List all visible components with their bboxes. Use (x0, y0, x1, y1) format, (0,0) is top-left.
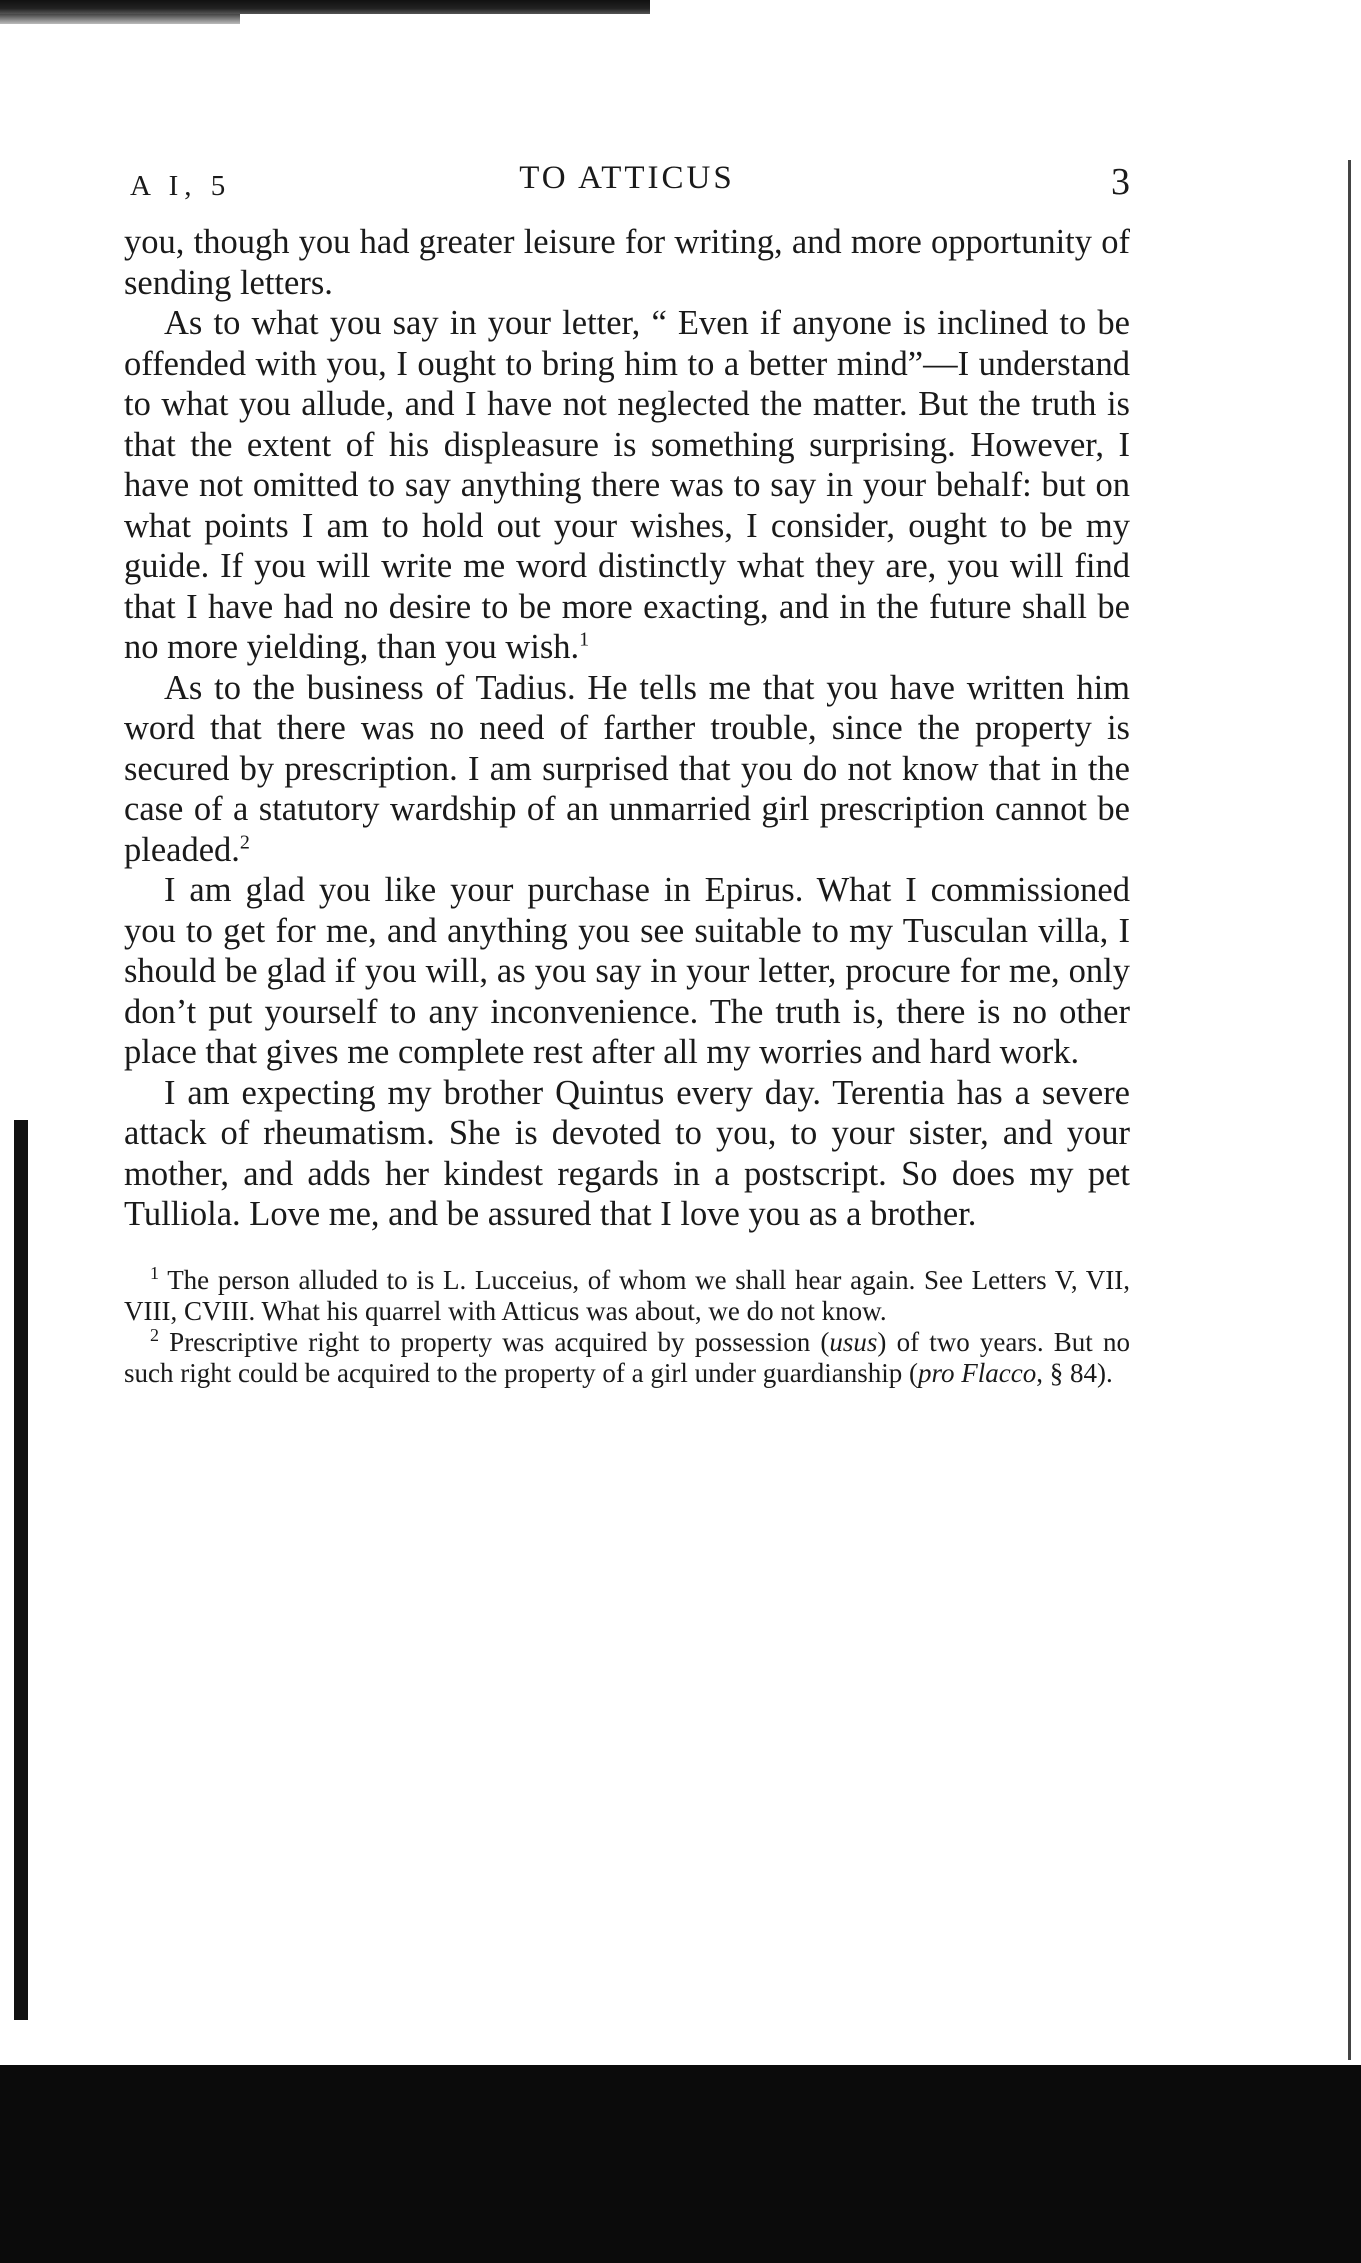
running-head (124, 150, 1130, 210)
paragraph: As to what you say in your letter, “ Even if anyone is inclined to be offended with you, I ought to bring him to a better mind”—I understand to what you allude, and I have not neglected the matter. But the truth is that the extent of his displeasure is something surprising. However, I have not omitted to say anything there was to say in your behalf: but on what points I am to hold out your wishes, I consider, ought to be my guide. If you will write me word distinctly what they are, you will find that I have had no desire to be more exacting, and in the future shall be no more yielding, than you wish.$^1$ (124, 304, 1130, 666)
footnote-mark: 1 (150, 1262, 159, 1283)
scan-edge-right (1348, 160, 1351, 2060)
body-text (124, 222, 1130, 1235)
page-number: 3 (1111, 161, 1130, 203)
scan-edge-top-shadow (0, 14, 240, 24)
paragraph: I am expecting my brother Quintus every day. Terentia has a severe attack of rheumatism. She is devoted to you, to your sister, and your mother, and adds her kindest regards in a postscript. So does my pet Tulliola. Love me, and be assured that I love you as a brother. (124, 1073, 1130, 1233)
paragraph: As to the business of Tadius. He tells me that you have written him word that there was no need of farther trouble, since the property is secured by prescription. I am surprised that you do not know that in the case of a statutory wardship of an unmarried girl prescription cannot be pleaded.$^2$ (124, 668, 1130, 869)
scan-edge-left (14, 1120, 28, 2020)
scan-edge-bottom (0, 2065, 1361, 2263)
paragraph: you, though you had greater leisure for writing, and more opportunity of sending letters. (124, 223, 1130, 302)
letter-reference: A I, 5 (130, 170, 232, 202)
footnote-reference[interactable]: 2 (239, 831, 250, 853)
running-title: TO ATTICUS (519, 160, 735, 196)
footnote: $^1$ The person alluded to is L. Lucceius, of whom we shall hear again. See Letters V, VII, VIII, CVIII. What his quarrel with Atticus was about, we do not know. (124, 1262, 1130, 1326)
footnotes (124, 1262, 1130, 1389)
paragraph: I am glad you like your purchase in Epirus. What I commissioned you to get for me, and anything you see suitable to my Tusculan villa, I should be glad if you will, as you say in your letter, procure for me, only don’t put yourself to any inconvenience. The truth is, there is no other place that gives me complete rest after all my worries and hard work. (124, 871, 1130, 1071)
book-page (124, 150, 1130, 1389)
footnote-mark: 2 (150, 1324, 159, 1345)
footnote: $^2$ Prescriptive right to property was acquired by possession (usus) of two years. But no such right could be acquired to the property of a girl under guardianship (pro Flacco, § 84). (124, 1324, 1130, 1388)
scan-edge-top (0, 0, 650, 14)
footnote-reference[interactable]: 1 (579, 628, 590, 651)
